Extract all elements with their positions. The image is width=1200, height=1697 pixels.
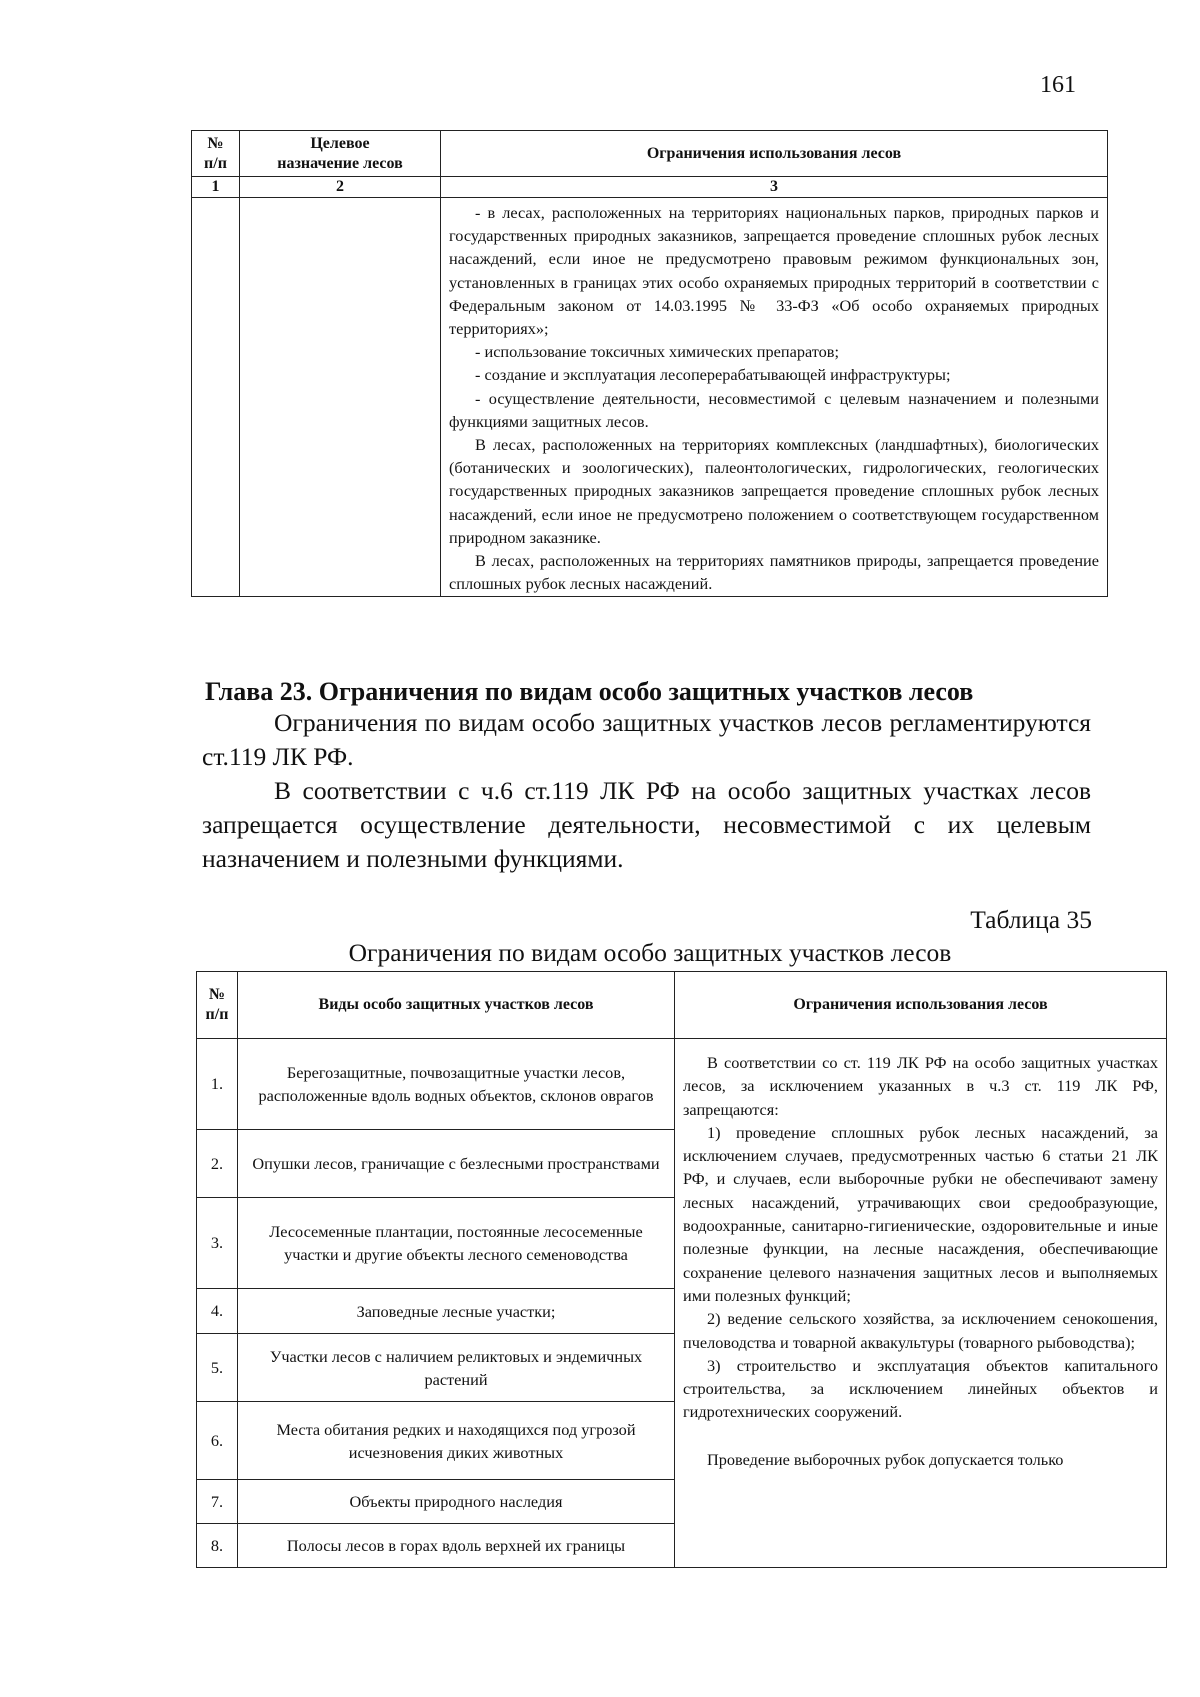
restriction-paragraph: В соответствии со ст. 119 ЛК РФ на особо защитных участках лесов, за исключением указанных в ч.3 ст. 119 ЛК РФ, запрещаются: [683,1053,1158,1119]
restriction-paragraph: 1) проведение сплошных рубок лесных насаждений, за исключением случаев, предусмотренных частью 6 статьи 21 ЛК РФ, и случаев, если выборочные рубки не обеспечивают замену лесных насаждений, утрачивающих свои средообразующие, водоохранные, санитарно-гигиенические, оздоровительные и иные полезные функции, на лесные насаждения, обеспечивающие сохранение целевого назначения защитных лесов и выполняемых ими полезных функций; [683,1122,1158,1305]
page-number: 161 [1040,72,1076,98]
header-restrictions: Ограничения использования лесов [441,131,1108,177]
row-number: 5. [197,1334,238,1402]
row-number: 6. [197,1402,238,1480]
header-restrictions: Ограничения использования лесов [675,972,1167,1039]
column-numbers-row [192,177,1108,198]
paragraph-text: Ограничения по видам особо защитных участков лесов регламентируются ст.119 ЛК РФ. [202,708,1091,771]
restriction-paragraph: - осуществление деятельности, несовместимой с целевым назначением и полезными функциями защитных лесов. [449,388,1099,431]
restrictions-text-cell [441,198,1108,597]
restriction-paragraph: 3) строительство и эксплуатация объектов капитального строительства, за исключением линейных объектов и гидротехнических сооружений. [683,1355,1158,1422]
empty-cell [192,198,240,597]
row-number: 7. [197,1480,238,1524]
restriction-paragraph: Проведение выборочных рубок допускается только [707,1449,1064,1469]
header-purpose: Целевое назначение лесов [240,131,441,177]
table-header-row [197,972,1167,1039]
row-kind: Участки лесов с наличием реликтовых и эндемичных растений [238,1334,675,1402]
chapter-paragraph [202,774,1091,876]
table-caption: Таблица 35 [970,905,1092,934]
paragraph-text: В соответствии с ч.6 ст.119 ЛК РФ на особо защитных участках лесов запрещается осуществление деятельности, несовместимой с их целевым назначением и полезными функциями. [202,776,1091,873]
row-kind: Полосы лесов в горах вдоль верхней их границы [238,1524,675,1568]
header-num: № п/п [192,131,240,177]
restriction-paragraph: - в лесах, расположенных на территориях национальных парков, природных парков и государственных природных заказников, запрещается проведение сплошных рубок лесных насаждений, если иное не предусмотрено правовым режимом функциональных зон, установленных в границах этих особо охраняемых природных территорий в соответствии с Федеральным законом от 14.03.1995 № 33-ФЗ «Об особо охраняемых природных территориях»; [449,203,1099,339]
restriction-paragraph: В лесах, расположенных на территориях памятников природы, запрещается проведение сплошных рубок лесных насаждений. [449,551,1099,594]
row-kind: Объекты природного наследия [238,1480,675,1524]
row-number: 1. [197,1039,238,1130]
restriction-paragraph: В лесах, расположенных на территориях комплексных (ландшафтных), биологических (ботанических и зоологических), палеонтологических, гидрологических, геологических государственных природных заказников запрещается проведение сплошных рубок лесных насаждений, если иное не предусмотрено положением о соответствующем государственном природном заказнике. [449,435,1099,547]
row-kind: Лесосеменные плантации, постоянные лесосеменные участки и другие объекты лесного семеноводства [238,1198,675,1289]
table-title: Ограничения по видам особо защитных участков лесов [348,938,952,967]
restrictions-table-continued [191,130,1108,597]
restriction-paragraph: - использование токсичных химических препаратов; [475,342,840,362]
col-number: 1 [192,177,240,198]
header-num: № п/п [197,972,238,1039]
table-row [197,1039,1167,1130]
row-kind: Берегозащитные, почвозащитные участки лесов, расположенные вдоль водных объектов, склонов оврагов [238,1039,675,1130]
col-number: 2 [240,177,441,198]
restriction-paragraph: 2) ведение сельского хозяйства, за исключением сенокошения, пчеловодства и товарной аквакультуры (товарного рыбоводства); [683,1309,1158,1352]
restrictions-cell [675,1039,1167,1568]
table-35 [196,971,1167,1568]
row-kind: Опушки лесов, граничащие с безлесными пространствами [238,1130,675,1198]
row-number: 3. [197,1198,238,1289]
row-number: 2. [197,1130,238,1198]
row-kind: Заповедные лесные участки; [238,1289,675,1334]
empty-cell [240,198,441,597]
header-kinds: Виды особо защитных участков лесов [238,972,675,1039]
col-number: 3 [441,177,1108,198]
row-number: 8. [197,1524,238,1568]
chapter-paragraph [202,706,1091,774]
row-kind: Места обитания редких и находящихся под угрозой исчезновения диких животных [238,1402,675,1480]
row-number: 4. [197,1289,238,1334]
table-header-row [192,131,1108,177]
restriction-paragraph: - создание и эксплуатация лесоперерабатывающей инфраструктуры; [475,365,951,385]
table-row [192,198,1108,597]
chapter-heading: Глава 23. Ограничения по видам особо защитных участков лесов [205,677,974,706]
